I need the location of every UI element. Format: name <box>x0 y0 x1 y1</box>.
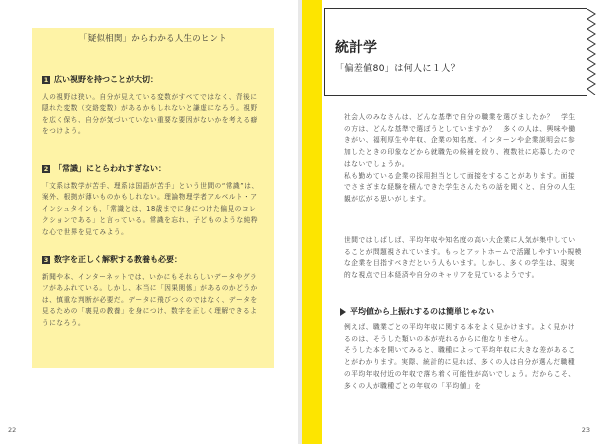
hint-item <box>42 74 262 138</box>
hint-item-header <box>42 74 262 85</box>
page-number-left: 22 <box>8 426 17 434</box>
hint-number-badge: 3 <box>43 255 49 264</box>
hint-item <box>42 254 262 329</box>
hint-item-title: 数字を正しく解釈する教養も必要： <box>54 255 182 264</box>
left-page <box>0 0 298 444</box>
body-paragraph-group <box>344 112 582 206</box>
chapter-title-box <box>324 8 587 96</box>
triangle-bullet-icon <box>340 308 346 316</box>
accent-bar <box>302 0 322 444</box>
page-number-right: 23 <box>581 426 590 434</box>
hint-item-header <box>42 254 262 265</box>
hint-number-badge: 2 <box>43 164 49 173</box>
chapter-title: 統計学 <box>335 40 377 56</box>
hint-number-badge: 1 <box>43 75 49 84</box>
body-paragraph: 世間ではしばしば、平均年収や知名度の高い大企業に人気が集中していることが問題視されています。もっとアットホームで活躍しやすい小規模な企業を目指すべきだという人もいます。しかし、多くの学生は、現実的な視点で日本経済や自分のキャリアを見ているようです。 <box>344 236 582 280</box>
hint-item-title: 「常識」にとらわれすぎない： <box>54 164 166 173</box>
section-heading <box>340 306 494 317</box>
section-body <box>344 322 582 392</box>
zigzag-edge-icon <box>587 9 597 95</box>
hint-item-body: 新聞や本、インターネットでは、いかにもそれらしいデータやグラフがあふれている。しかし、本当に「因果関係」があるのかどうかは、慎重な判断が必要だ。データに飛びつくのではなく、データを見るための「裏見の教養」を身につけ、数字を正しく理解できるようになろう。 <box>42 273 258 327</box>
hint-item <box>42 163 262 238</box>
body-paragraph: 私も勤めている企業の採用担当として面接をすることがあります。面接でさまざまな経験を積んできた学生さんたちの話を聞くと、自分の人生観が広がる思いがします。 <box>344 171 576 203</box>
hint-panel <box>32 28 274 368</box>
body-paragraph: 社会人のみなさんは、どんな基準で自分の職業を選びましたか？ 学生の方は、どんな基準で選ぼうとしていますか？ 多くの人は、興味や働きがい、福利厚生や年収、企業の知名度、インターンや企業説明会に参加したときの印象などから就職先の候補を絞り、複数社に応募したのではないでしょうか。 <box>344 113 576 168</box>
hint-item-title: 広い視野を持つことが大切： <box>54 75 158 84</box>
section-heading-text: 平均値から上振れするのは簡単じゃない <box>350 307 494 316</box>
body-paragraph: そうした本を開いてみると、職種によって平均年収に大きな差があることがわかります。実際、統計的に見れば、多くの人は自分が選んだ職種の平均年収付近の年収で落ち着く可能性が高いでしょう。だからこそ、多くの人が職種ごとの年収の「平均値」を <box>344 346 576 390</box>
chapter-subtitle: 「偏差値80」は何人に１人？ <box>335 64 461 74</box>
hint-panel-heading: 「疑似相関」からわかる人生のヒント <box>79 34 227 44</box>
hint-item-body: 「文系は数学が苦手、理系は国語が苦手」という世間の“常識”は、案外、根拠が薄いものかもしれない。理論物理学者アルベルト・アインシュタインも、「常識とは、18歳までに身につけた偏見のコレクションである」と言っている。常識を忘れ、子どものような純粋な心で世界を見てみよう。 <box>42 182 259 236</box>
right-page <box>302 0 600 444</box>
body-paragraph: 例えば、職業ごとの平均年収に関する本をよく見かけます。よく見かけるのは、そうした類いの本が売れるからに他なりません。 <box>344 323 576 343</box>
hint-item-header <box>42 163 262 174</box>
hint-item-body: 人の視野は狭い。自分が見えている変数がすべてではなく、背後に隠れた変数（交絡変数）があるかもしれないと謙虚になろう。視野を広く保ち、自分が気づいていない重要な要因がないかを考える癖をつけよう。 <box>42 93 258 136</box>
